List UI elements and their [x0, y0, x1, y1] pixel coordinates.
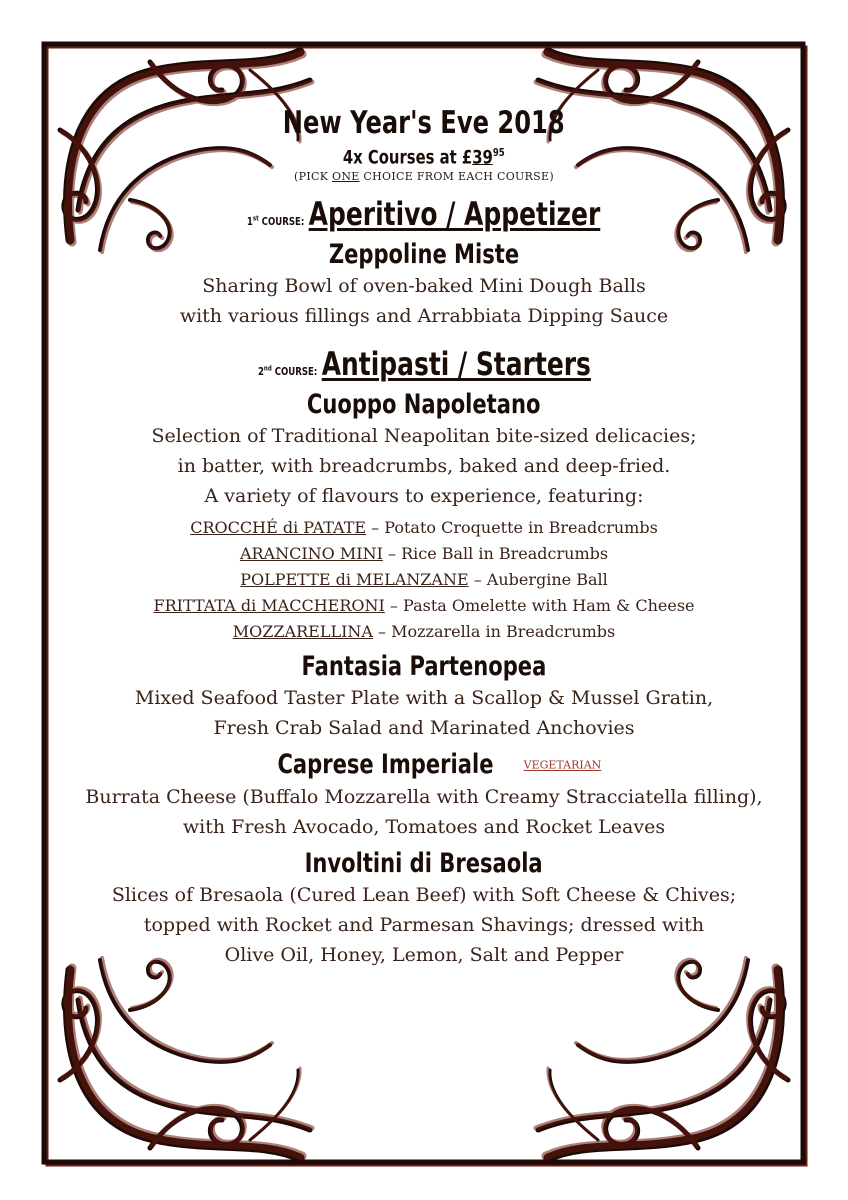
menu-title: New Year's Eve 2018: [283, 105, 565, 141]
menu-header: [60, 104, 788, 183]
price-prefix: 4x Courses at £: [343, 146, 473, 169]
dish-name: Fantasia Partenopea: [301, 651, 547, 683]
list-item: CROCCHÉ di PATATE – Potato Croquette in Breadcrumbs: [190, 518, 658, 538]
course-1: [60, 195, 788, 331]
price-cents: 95: [493, 146, 505, 159]
list-item: POLPETTE di MELANZANE – Aubergine Ball: [240, 570, 608, 590]
dish-description: Sharing Bowl of oven-baked Mini Dough Balls with various fillings and Arrabbiata Dipping Sauce: [179, 275, 669, 328]
dish-description: Selection of Traditional Neapolitan bite-sized delicacies; in batter, with breadcrumbs, baked and deep-fried. A variety of flavours to experience, featuring:: [151, 425, 697, 508]
dish: [60, 749, 788, 842]
dish-description: Slices of Bresaola (Cured Lean Beef) with Soft Cheese & Chives; topped with Rocket and Parmesan Shavings; dressed with Olive Oil, Honey, Lemon, Salt and Pepper: [111, 883, 737, 966]
course-title: Aperitivo / Appetizer: [309, 195, 601, 234]
list-item: ARANCINO MINI – Rice Ball in Breadcrumbs: [239, 544, 609, 564]
list-item: MOZZARELLINA – Mozzarella in Breadcrumbs: [232, 622, 616, 642]
choice-note: (PICK ONE CHOICE FROM EACH COURSE): [294, 170, 554, 184]
course-prefix: 1st COURSE:: [247, 214, 305, 229]
menu-content: [60, 104, 788, 970]
dish-description: Mixed Seafood Taster Plate with a Scallop & Mussel Gratin, Fresh Crab Salad and Marinated Anchovies: [134, 687, 714, 740]
price-line: [343, 142, 505, 168]
price-main: 39: [472, 146, 494, 169]
course-heading: [60, 345, 788, 383]
cuoppo-items: [60, 515, 788, 645]
course-prefix: 2nd COURSE:: [257, 364, 317, 379]
corner-ornament-bottom-right: [538, 960, 788, 1158]
dish: [60, 651, 788, 743]
course-heading: [60, 195, 788, 233]
dish-name: Caprese Imperiale: [277, 749, 494, 781]
corner-ornament-bottom-left: [60, 960, 310, 1158]
course-2: [60, 345, 788, 970]
dish-description: Burrata Cheese (Buffalo Mozzarella with Creamy Stracciatella filling), with Fresh Avocado, Tomatoes and Rocket Leaves: [85, 785, 763, 838]
dish: [60, 239, 788, 331]
course-title: Antipasti / Starters: [321, 345, 591, 384]
vegetarian-badge: VEGETARIAN: [523, 758, 602, 772]
list-item: FRITTATA di MACCHERONI – Pasta Omelette with Ham & Cheese: [153, 596, 695, 616]
dish-name: Zeppoline Miste: [328, 239, 520, 271]
dish: [60, 389, 788, 645]
dish: [60, 848, 788, 970]
dish-name: Involtini di Bresaola: [304, 847, 544, 879]
dish-name: Cuoppo Napoletano: [307, 389, 541, 421]
